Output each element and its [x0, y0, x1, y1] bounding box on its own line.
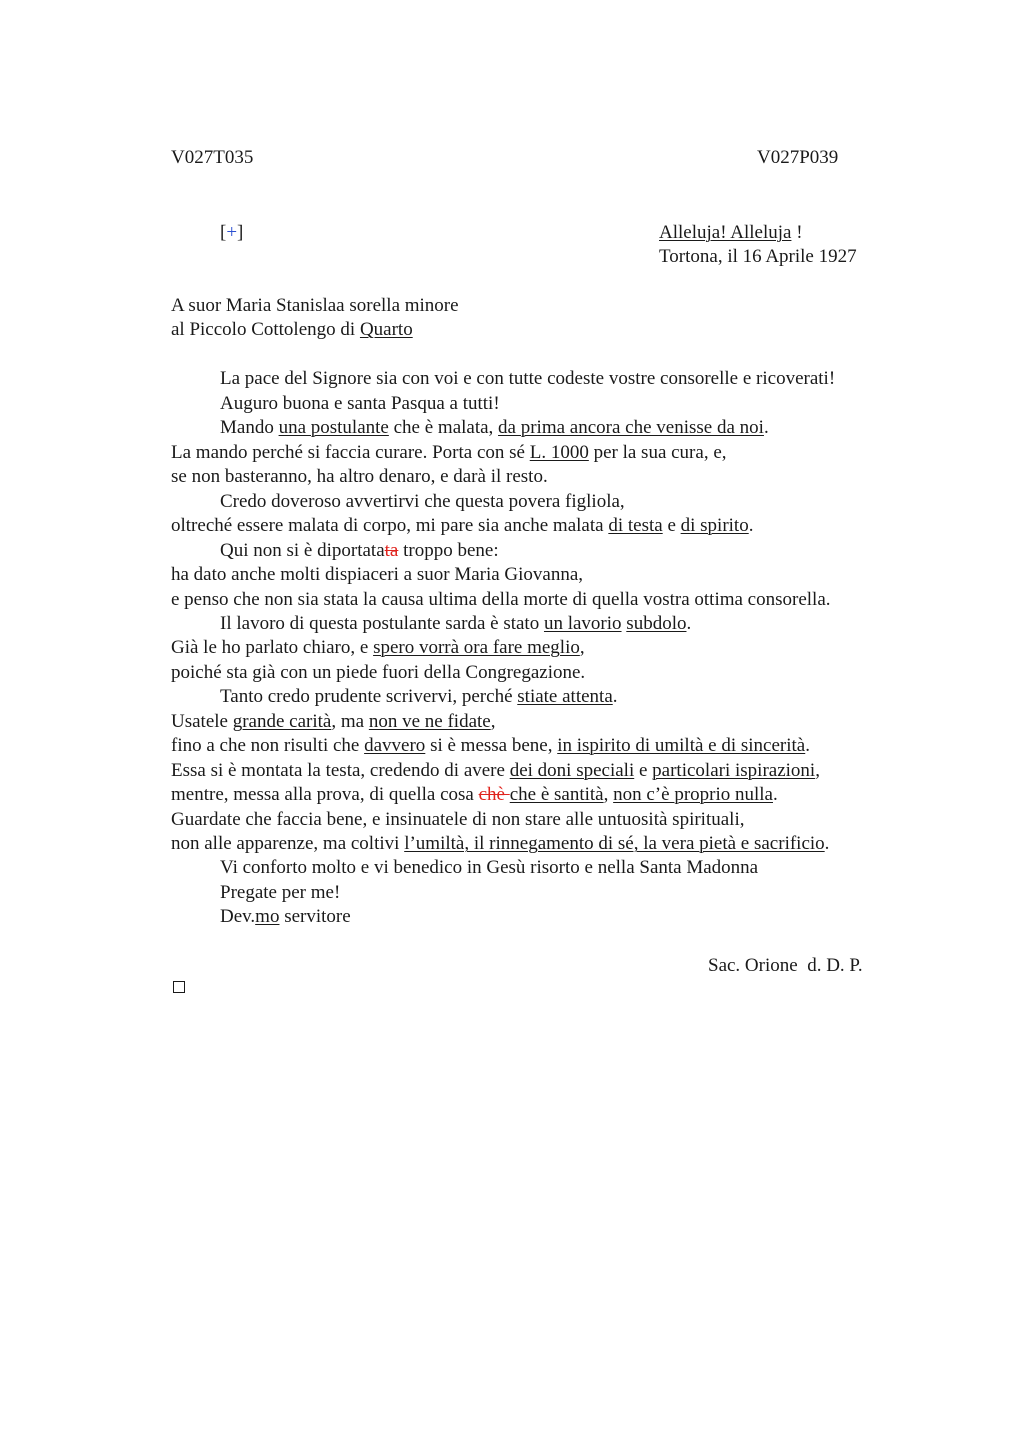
- document-code-right: V027P039: [757, 147, 839, 168]
- body-line-4: La mando perché si faccia curare. Porta con sé L. 1000 per la sua cura, e,: [171, 442, 727, 463]
- body-line-9: ha dato anche molti dispiaceri a suor Maria Giovanna,: [171, 564, 584, 585]
- body-line-18: mentre, messa alla prova, di quella cosa chè che è santità, non c’è proprio nulla.: [171, 784, 778, 805]
- place-date: Tortona, il 16 Aprile 1927: [659, 246, 857, 267]
- alleluja-exclaim: !: [791, 222, 803, 243]
- body-line-5: se non basteranno, ha altro denaro, e darà il resto.: [171, 466, 548, 487]
- body-line-7: oltreché essere malata di corpo, mi pare sia anche malata di testa e di spirito.: [171, 515, 754, 536]
- body-line-2: Auguro buona e santa Pasqua a tutti!: [220, 393, 500, 414]
- body-line-14: Tanto credo prudente scrivervi, perché stiate attenta.: [220, 686, 618, 707]
- signature: Sac. Orione d. D. P.: [708, 955, 863, 976]
- recipient-place: Quarto: [359, 319, 413, 340]
- body-line-22: Pregate per me!: [220, 882, 341, 903]
- cross-icon: +: [226, 222, 238, 243]
- document-code-left: V027T035: [171, 147, 254, 168]
- alleluja-text: Alleluja! Alleluja: [659, 222, 792, 243]
- body-line-16: fino a che non risulti che davvero si è messa bene, in ispirito di umiltà e di sincerità.: [171, 735, 810, 756]
- cross-mark: [220, 221, 243, 245]
- cross-mark-close: ]: [237, 222, 244, 243]
- body-line-20: non alle apparenze, ma coltivi l’umiltà, il rinnegamento di sé, la vera pietà e sacrificio.: [171, 833, 830, 854]
- alleluja-line: [659, 221, 803, 245]
- body-line-6: Credo doveroso avvertirvi che questa povera figliola,: [220, 491, 625, 512]
- body-line-1: La pace del Signore sia con voi e con tutte codeste vostre consorelle e ricoverati!: [220, 368, 836, 389]
- body-line-13: poiché sta già con un piede fuori della Congregazione.: [171, 662, 586, 683]
- body-line-10: e penso che non sia stata la causa ultima della morte di quella vostra ottima consorella.: [171, 589, 831, 610]
- cross-mark-open: [: [220, 222, 227, 243]
- end-square-icon: [173, 981, 185, 993]
- body-line-11: Il lavoro di questa postulante sarda è stato un lavorio subdolo.: [220, 613, 692, 634]
- body-line-23: Dev.mo servitore: [220, 906, 351, 927]
- body-line-21: Vi conforto molto e vi benedico in Gesù risorto e nella Santa Madonna: [220, 857, 759, 878]
- body-line-3: Mando una postulante che è malata, da prima ancora che venisse da noi.: [220, 417, 769, 438]
- body-line-8: Qui non si è diportatata troppo bene:: [220, 540, 499, 561]
- body-line-19: Guardate che faccia bene, e insinuatele di non stare alle untuosità spirituali,: [171, 809, 745, 830]
- body-line-12: Già le ho parlato chiaro, e spero vorrà ora fare meglio,: [171, 637, 585, 658]
- body-line-15: Usatele grande carità, ma non ve ne fidate,: [171, 711, 496, 732]
- deleted-text: chè: [478, 784, 510, 805]
- body-line-17: Essa si è montata la testa, credendo di avere dei doni speciali e particolari ispirazioni,: [171, 760, 820, 781]
- recipient-line-2: al Piccolo Cottolengo di Quarto: [171, 319, 413, 340]
- deleted-text: ta: [384, 540, 399, 561]
- recipient-line-1: A suor Maria Stanislaa sorella minore: [171, 295, 459, 316]
